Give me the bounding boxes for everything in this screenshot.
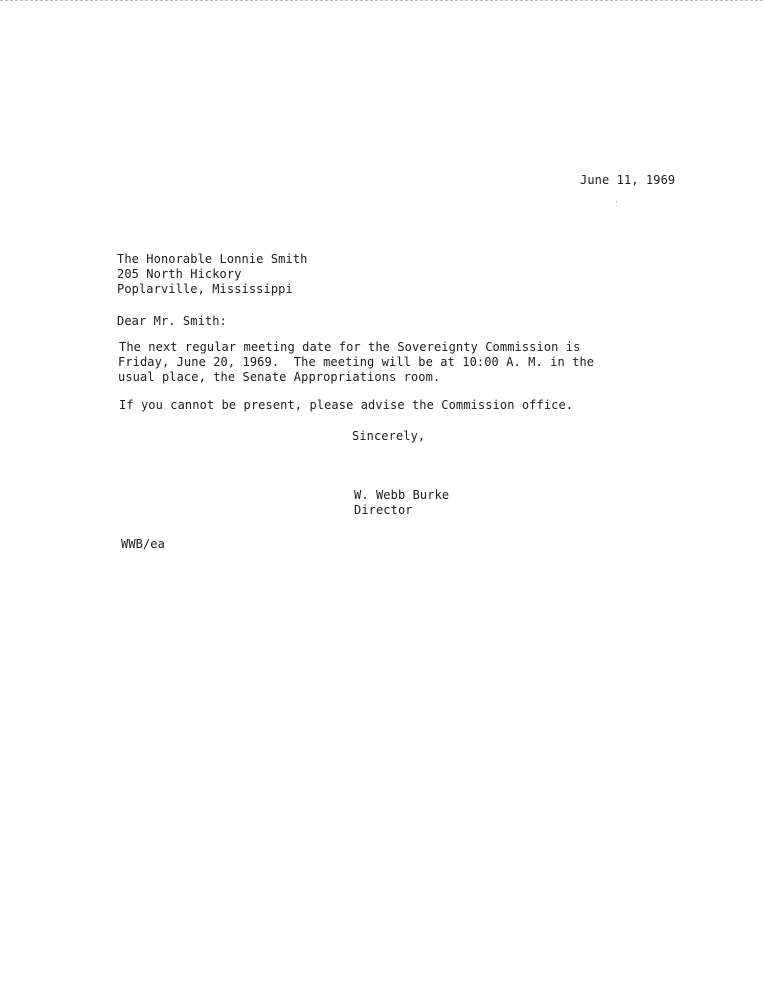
signer-name: W. Webb Burke [354, 488, 450, 502]
page-top-border [0, 0, 763, 1]
reference-initials: WWB/ea [121, 537, 165, 551]
recipient-name: The Honorable Lonnie Smith [117, 252, 308, 266]
body-paragraph-2: If you cannot be present, please advise the Commission office. [119, 398, 574, 412]
recipient-city: Poplarville, Mississippi [117, 282, 293, 296]
letter-date: June 11, 1969 [580, 173, 676, 187]
body-paragraph-1-line-3: usual place, the Senate Appropriations room. [118, 370, 441, 384]
salutation: Dear Mr. Smith: [117, 314, 227, 328]
recipient-street: 205 North Hickory [117, 267, 242, 281]
closing: Sincerely, [352, 429, 426, 443]
signer-title: Director [354, 503, 413, 517]
body-paragraph-1-line-1: The next regular meeting date for the Sovereignty Commission is [119, 340, 581, 354]
body-paragraph-1-line-2: Friday, June 20, 1969. The meeting will be at 10:00 A. M. in the [118, 355, 595, 369]
paper-speck [616, 201, 617, 202]
